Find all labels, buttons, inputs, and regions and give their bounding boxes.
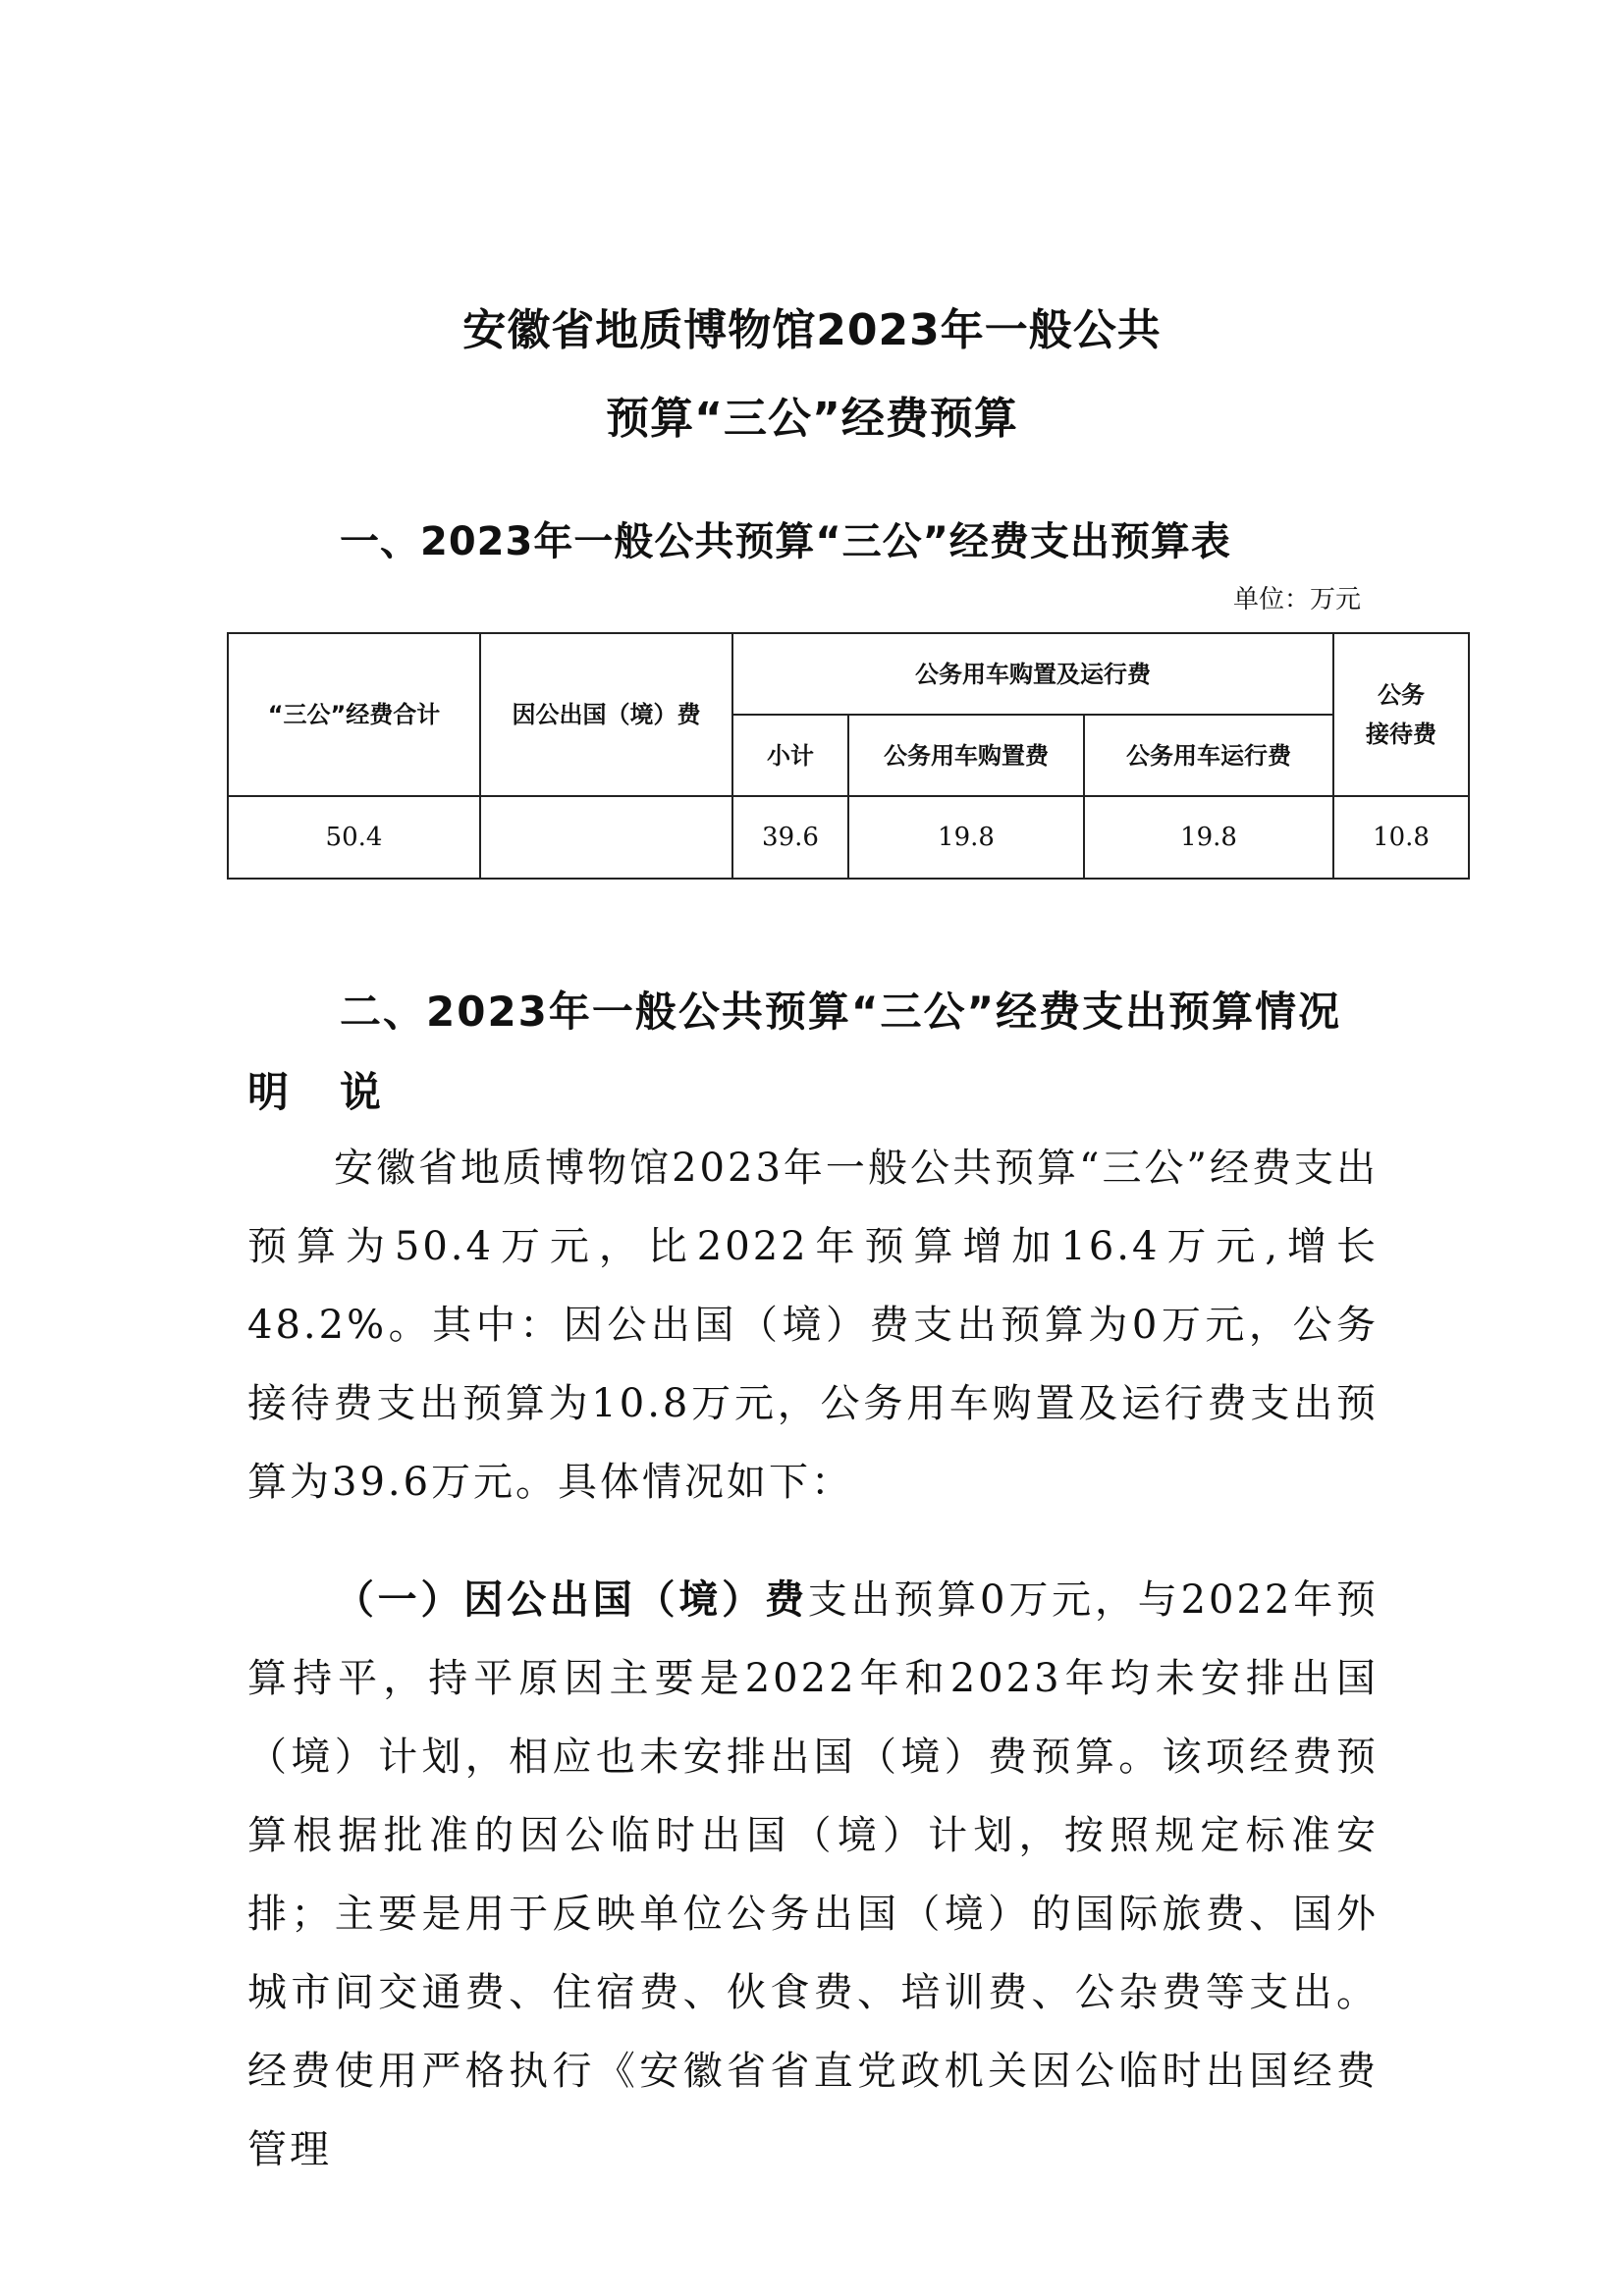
- value-subtotal: 39.6: [732, 796, 848, 879]
- header-vehicle-purchase: 公务用车购置费: [848, 715, 1084, 796]
- document-title-line-1: 安徽省地质博物馆2023年一般公共: [462, 305, 1162, 355]
- header-reception-line-1: 公务: [1378, 681, 1426, 709]
- paragraph-abroad: [247, 1561, 1379, 2189]
- value-reception: 10.8: [1333, 796, 1469, 879]
- document-title-line-2: 预算“三公”经费预算: [606, 394, 1018, 444]
- paragraph-abroad-heading: （一）因公出国（境）费: [334, 1577, 808, 1623]
- header-reception-line-2: 接待费: [1366, 721, 1437, 748]
- header-vehicle-group: 公务用车购置及运行费: [732, 633, 1333, 715]
- unit-label: 单位：万元: [1232, 585, 1361, 614]
- value-vehicle-operation: 19.8: [1084, 796, 1333, 879]
- section-2-heading-line-1: 二、2023年一般公共预算“三公”经费支出预算情况说: [340, 988, 1342, 1116]
- value-abroad: [480, 796, 732, 879]
- budget-table: [227, 632, 1470, 880]
- value-total: 50.4: [228, 796, 480, 879]
- paragraph-abroad-text: 支出预算0万元，与2022年预算持平，持平原因主要是2022年和2023年均未安排出国（境）计划，相应也未安排出国（境）费预算。该项经费预算根据批准的因公临时出国（境）计划，按照规定标准安排；主要是用于反映单位公务出国（境）的国际旅费、国外城市间交通费、住宿费、伙食费、培训费、公杂费等支出。经费使用严格执行《安徽省省直党政机关因公临时出国经费管理: [247, 1577, 1380, 2172]
- paragraph-summary: [247, 1129, 1379, 1522]
- header-abroad: 因公出国（境）费: [480, 633, 732, 796]
- paragraph-summary-text: 安徽省地质博物馆2023年一般公共预算“三公”经费支出预算为50.4万元，比2022年预算增加16.4万元,增长48.2%。其中：因公出国（境）费支出预算为0万元，公务接待费支出预算为10.8万元，公务用车购置及运行费支出预算为39.6万元。具体情况如下：: [247, 1146, 1379, 1505]
- value-vehicle-purchase: 19.8: [848, 796, 1084, 879]
- section-1-heading: 一、2023年一般公共预算“三公”经费支出预算表: [340, 519, 1231, 564]
- section-2-heading-line-2: 明: [247, 1068, 290, 1116]
- header-vehicle-operation: 公务用车运行费: [1084, 715, 1333, 796]
- header-subtotal: 小计: [732, 715, 848, 796]
- header-total: “三公”经费合计: [228, 633, 480, 796]
- header-reception: [1333, 633, 1469, 796]
